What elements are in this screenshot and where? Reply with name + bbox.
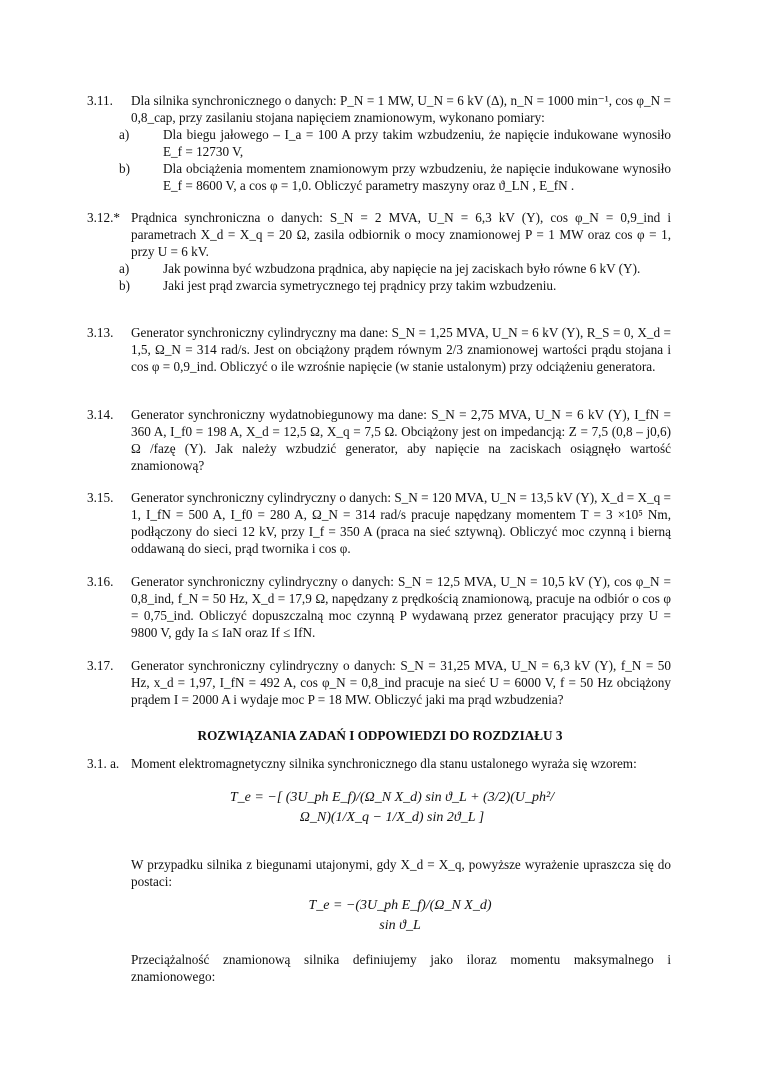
problem-text: Generator synchroniczny cylindryczny o danych: S_N = 12,5 MVA, U_N = 10,5 kV (Y), cos φ_N = 0,8_ind, f_N = 50 Hz, X_d = 17,9 Ω, napędzany z prędkością znamionową, pracuje na odbiór o cos φ = 0,75_ind. Obliczyć dopuszczalną moc czynną P wydawaną przez generator pracujący przy U = 9800 V, gdy Ia ≤ IaN oraz If ≤ IfN.: [131, 574, 671, 640]
subitem-text: Dla biegu jałowego – I_a = 100 A przy takim wzbudzeniu, że napięcie indukowane wynosiło E_f = 12730 V,: [163, 127, 671, 159]
problem-text: Generator synchroniczny cylindryczny o danych: S_N = 120 MVA, U_N = 13,5 kV (Y), X_d = X_q = 1, I_fN = 500 A, I_f0 = 280 A, Ω_N = 314 rad/s pracuje napędzany momentem T = 3 ×10⁵ Nm, podłączony do sieci 12 kV, przy I_f = 350 A (praca na sieć sztywną). Obliczyć moc czynną i bierną oddawaną do sieci, prąd twornika i cos φ.: [131, 490, 671, 556]
problem-number: 3.14.: [87, 407, 114, 422]
subitem-b: [119, 160, 671, 194]
problem-number: 3.15.: [87, 490, 114, 505]
problem-3-13: [87, 324, 671, 375]
subitem-text: Dla obciążenia momentem znamionowym przy wzbudzeniu, że napięcie indukowane wynosiło E_f = 8600 V, a cos φ = 1,0. Obliczyć parametry maszyny oraz ϑ_LN , E_fN .: [163, 161, 671, 193]
problem-number: 3.17.: [87, 658, 114, 673]
problem-number: 3.12.*: [87, 210, 120, 225]
problem-text: Generator synchroniczny cylindryczny ma dane: S_N = 1,25 MVA, U_N = 6 kV (Y), R_S = 0, X_d = 1,5, Ω_N = 314 rad/s. Jest on obciążony prądem równym 2/3 znamionowej wartości prądu stojana i cos φ = 0,9_ind. Obliczyć o ile wzrośnie napięcie (w stanie ustalonym) przy odciążeniu generatora.: [131, 325, 671, 374]
solution-intro: Moment elektromagnetyczny silnika synchronicznego dla stanu ustalonego wyraża się wzorem:: [131, 756, 637, 771]
problem-text: Prądnica synchroniczna o danych: S_N = 2 MVA, U_N = 6,3 kV (Y), cos φ_N = 0,9_ind i parametrach X_d = X_q = 20 Ω, zasila odbiornik o mocy znamionowej P = 1 MW oraz cos φ = 1, przy U = 6 kV.: [131, 210, 671, 259]
problem-3-12: [87, 209, 671, 294]
subitem-a: [119, 126, 671, 160]
subitem-label: b): [119, 161, 130, 176]
solution-note-text: W przypadku silnika z biegunami utajonymi, gdy X_d = X_q, powyższe wyrażenie upraszcza się do postaci:: [131, 857, 671, 889]
problem-3-16: [87, 573, 671, 641]
subitem-a: [119, 260, 671, 277]
subitem-text: Jak powinna być wzbudzona prądnica, aby napięcie na jej zaciskach było równe 6 kV (Y).: [163, 261, 641, 276]
solution-closing-text: Przeciążalność znamionową silnika definiujemy jako iloraz momentu maksymalnego i znamionowego:: [131, 952, 671, 984]
problem-number: 3.13.: [87, 325, 114, 340]
problem-3-14: [87, 406, 671, 474]
problem-text: Generator synchroniczny cylindryczny o danych: S_N = 31,25 MVA, U_N = 6,3 kV (Y), f_N = 50 Hz, x_d = 1,97, I_fN = 492 A, cos φ_N = 0,8_ind pracuje na sieć U = 6000 V, f = 50 Hz obciążony prądem I = 2000 A i wydaje moc P = 18 MW. Obliczyć jaki ma prąd wzbudzenia?: [131, 658, 671, 707]
problem-text: Dla silnika synchronicznego o danych: P_N = 1 MW, U_N = 6 kV (Δ), n_N = 1000 min⁻¹, cos φ_N = 0,8_cap, przy zasilaniu stojana napięciem znamionowym, wykonano pomiary:: [131, 93, 671, 125]
problem-text: Generator synchroniczny wydatnobiegunowy ma dane: S_N = 2,75 MVA, U_N = 6 kV (Y), I_fN = 360 A, I_f0 = 198 A, X_d = 12,5 Ω, X_q = 7,5 Ω. Obciążony jest on impedancją: Z = 7,5 (0,8 – j0,6) Ω /fazę (Y). Jak należy wzbudzić generator, aby napięcie na zaciskach osiągnęło wartość znamionową?: [131, 407, 671, 473]
subitem-text: Jaki jest prąd zwarcia symetrycznego tej prądnicy przy takim wzbudzeniu.: [163, 278, 557, 293]
formula-torque-full: T_e = −[ (3U_ph E_f)/(Ω_N X_d) sin ϑ_L + (3/2)(U_ph²/Ω_N)(1/X_q − 1/X_d) sin 2ϑ_L ]: [229, 790, 555, 825]
problem-3-11: [87, 92, 671, 194]
solution-3-1-a: [87, 755, 671, 772]
problem-3-17: [87, 657, 671, 708]
subitem-b: [119, 277, 671, 294]
problem-number: 3.11.: [87, 93, 113, 108]
solution-number: 3.1. a.: [87, 756, 120, 771]
section-heading: ROZWIĄZANIA ZADAŃ I ODPOWIEDZI DO ROZDZIAŁU 3: [197, 728, 563, 743]
solution-closing: [87, 951, 671, 985]
subitem-label: a): [119, 127, 130, 142]
subitem-label: a): [119, 261, 130, 276]
solution-note: [87, 856, 671, 890]
problem-number: 3.16.: [87, 574, 114, 589]
subitem-label: b): [119, 278, 130, 293]
problem-3-15: [87, 489, 671, 557]
formula-torque-simple: T_e = −(3U_ph E_f)/(Ω_N X_d) sin ϑ_L: [308, 898, 492, 933]
